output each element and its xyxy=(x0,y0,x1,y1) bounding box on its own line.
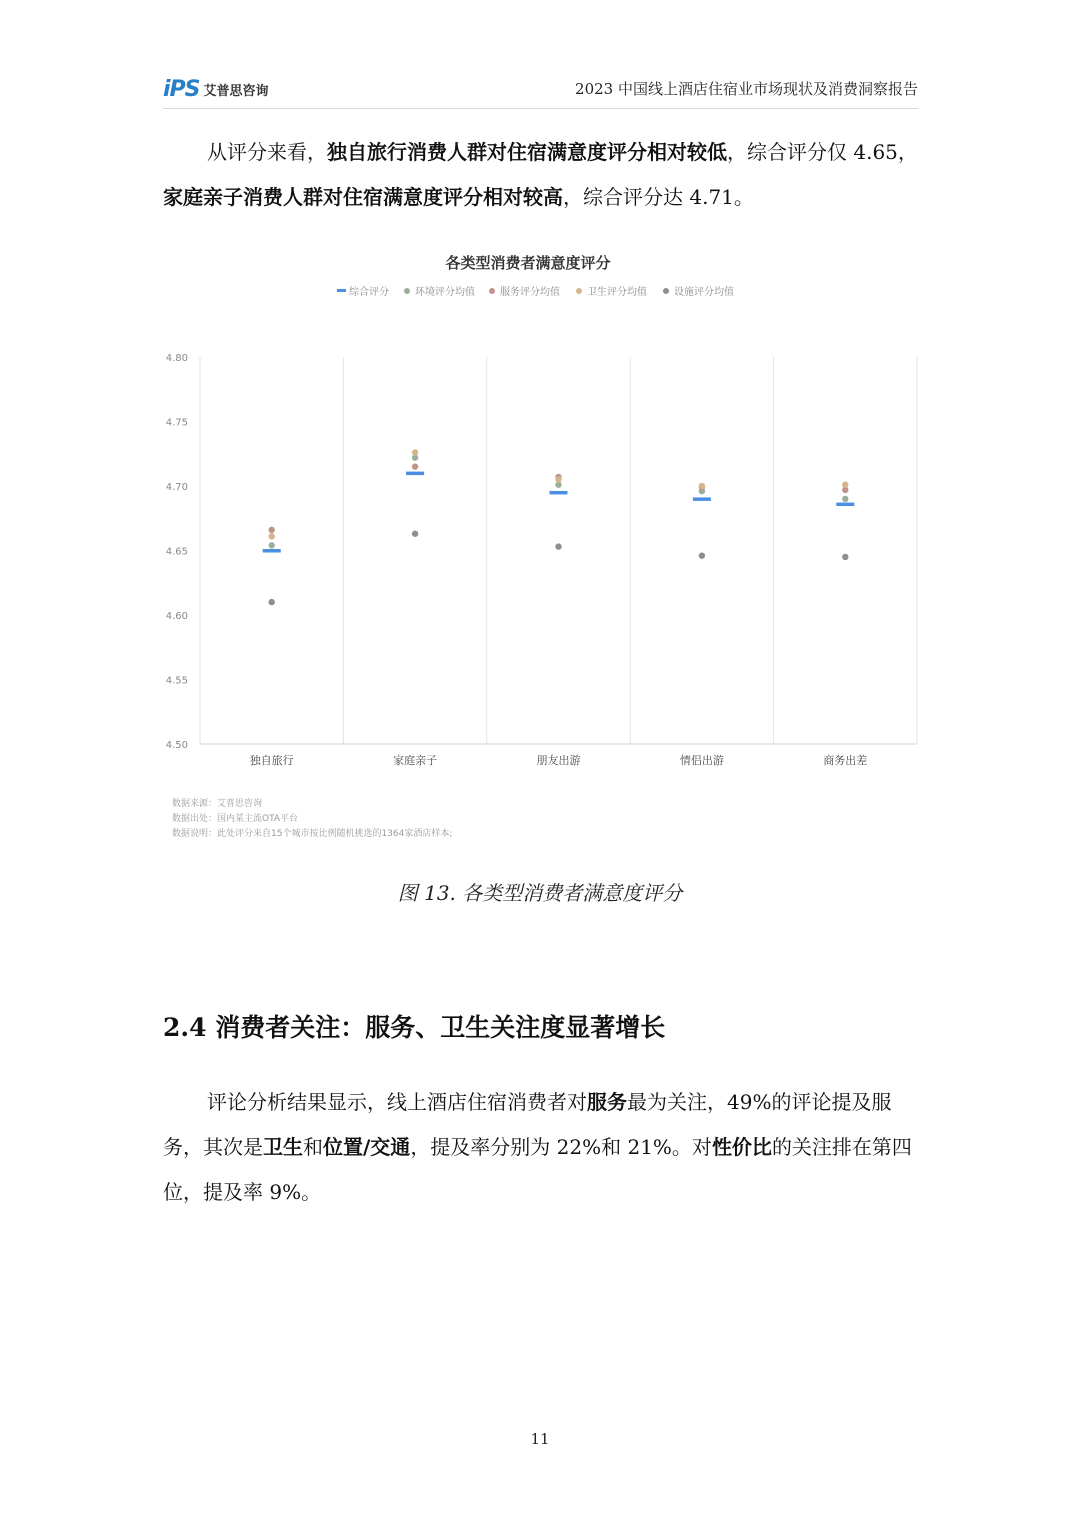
chart-notes xyxy=(172,797,452,839)
body-bold-2: 卫生 xyxy=(263,1135,303,1159)
x-axis xyxy=(250,753,868,767)
legend-marker-dash xyxy=(337,289,346,292)
data-point xyxy=(555,476,561,482)
legend-marker-dot xyxy=(663,288,669,294)
chart-title: 各类型消费者满意度评分 xyxy=(445,254,611,272)
section-title: 2.4 消费者关注：服务、卫生关注度显著增长 xyxy=(163,1013,666,1042)
x-tick-label: 家庭亲子 xyxy=(393,754,438,767)
data-point xyxy=(699,552,705,558)
x-tick-label: 商务出差 xyxy=(823,754,868,767)
data-point xyxy=(842,496,848,502)
report-title: 2023 中国线上酒店住宿业市场现状及消费洞察报告 xyxy=(575,80,918,98)
y-axis xyxy=(166,353,188,751)
x-tick-label: 朋友出游 xyxy=(536,754,581,767)
intro-text-2: ，综合评分仅 4.65， xyxy=(727,140,918,164)
chart-grid xyxy=(200,357,917,744)
legend-label: 综合评分 xyxy=(349,287,389,298)
intro-text-1: 从评分来看， xyxy=(207,140,327,164)
legend-label: 环境评分均值 xyxy=(415,287,475,298)
data-point xyxy=(412,449,418,455)
legend-marker-dot xyxy=(404,288,410,294)
x-tick-label: 情侣出游 xyxy=(679,754,724,767)
data-point xyxy=(412,531,418,537)
body-text-5: 的关注排在第四位，提及率 9%。 xyxy=(163,1135,912,1204)
legend-label: 服务评分均值 xyxy=(500,287,560,298)
y-tick-label: 4.70 xyxy=(165,482,188,493)
legend-label: 卫生评分均值 xyxy=(587,287,647,298)
y-tick-label: 4.50 xyxy=(165,740,188,751)
chart-note: 数据来源：艾普思咨询 xyxy=(172,799,263,809)
data-point xyxy=(269,533,275,539)
legend-marker-dot xyxy=(576,288,582,294)
intro-bold-2: 家庭亲子消费人群对住宿满意度评分相对较高 xyxy=(163,185,563,209)
data-point-dash xyxy=(693,497,711,501)
logo xyxy=(163,76,269,102)
data-point xyxy=(842,554,848,560)
data-point-dash xyxy=(836,503,854,507)
y-tick-label: 4.75 xyxy=(165,417,188,429)
data-point xyxy=(269,527,275,533)
y-tick-label: 4.55 xyxy=(165,675,188,687)
body-bold-1: 服务 xyxy=(587,1090,627,1114)
chart-legend xyxy=(337,285,734,298)
data-point-dash xyxy=(406,472,424,476)
data-point xyxy=(555,543,561,549)
body-text-1: 评论分析结果显示，线上酒店住宿消费者对 xyxy=(207,1090,587,1114)
logo-mark: iPS xyxy=(163,76,200,102)
data-point-dash xyxy=(550,491,568,495)
x-tick-label: 独自旅行 xyxy=(249,754,294,767)
body-bold-3: 位置/交通 xyxy=(323,1135,411,1159)
chart-marks xyxy=(263,449,855,605)
data-point xyxy=(269,542,275,548)
intro-bold-1: 独自旅行消费人群对住宿满意度评分相对较低 xyxy=(327,140,727,164)
intro-paragraph xyxy=(163,130,918,220)
satisfaction-chart xyxy=(155,240,930,850)
legend-marker-dot xyxy=(489,288,495,294)
data-point xyxy=(842,482,848,488)
y-tick-label: 4.60 xyxy=(165,611,188,622)
page-header xyxy=(163,68,918,109)
body-text-3: 和 xyxy=(303,1135,323,1159)
logo-text: 艾普思咨询 xyxy=(203,83,269,99)
data-point-dash xyxy=(263,549,281,553)
data-point xyxy=(699,483,705,489)
page-number: 11 xyxy=(530,1430,550,1448)
chart-note: 数据出处：国内某主流OTA平台 xyxy=(172,814,299,824)
intro-text-3: ，综合评分达 4.71。 xyxy=(563,185,754,209)
body-text-4: ，提及率分别为 22%和 21%。对 xyxy=(410,1135,712,1159)
body-text-2: 最为关注，49%的评论提及服务，其次是 xyxy=(163,1090,892,1159)
chart-note: 数据说明：此处评分来自15个城市按比例随机挑选的1364家酒店样本; xyxy=(172,829,453,839)
data-point xyxy=(412,463,418,469)
y-tick-label: 4.65 xyxy=(165,546,188,558)
data-point xyxy=(269,599,275,605)
body-bold-4: 性价比 xyxy=(711,1135,772,1159)
legend-label: 设施评分均值 xyxy=(674,287,734,298)
body-paragraph xyxy=(163,1080,918,1215)
figure-caption: 图 13. 各类型消费者满意度评分 xyxy=(397,881,683,905)
y-tick-label: 4.80 xyxy=(165,353,188,364)
